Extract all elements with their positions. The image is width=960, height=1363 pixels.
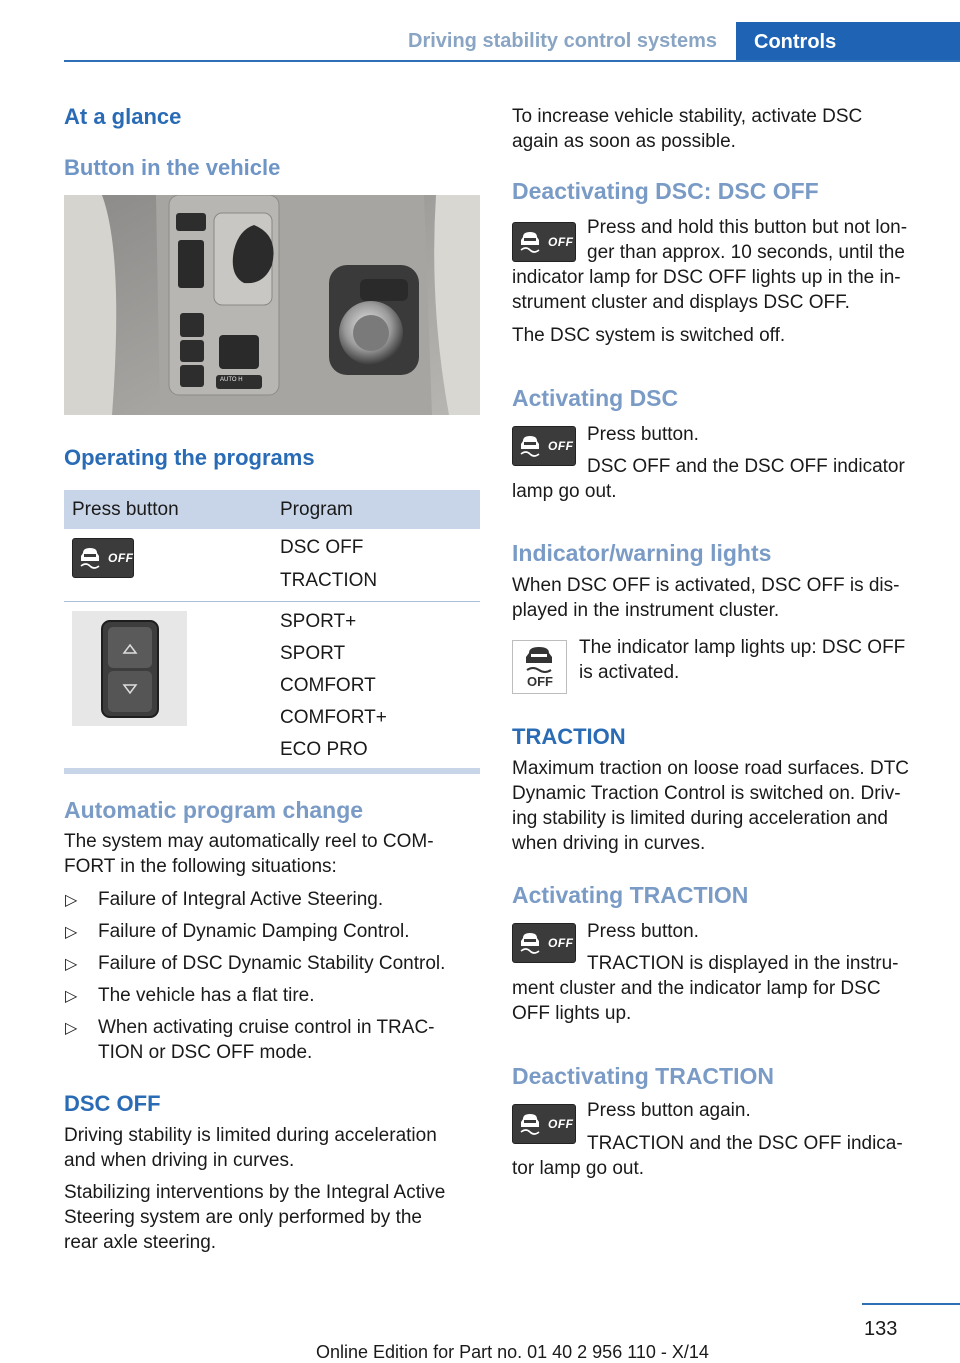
traction-text-3: ing stability is limited during acceleration and <box>512 808 888 829</box>
heading-deactivating-dsc: Deactivating DSC: DSC OFF <box>512 178 819 204</box>
traction-text-2: Dynamic Traction Control is switched on. Driv- <box>512 783 901 804</box>
header-rule <box>64 60 960 62</box>
table-row-divider <box>64 601 480 602</box>
dsc-off-label: OFF <box>548 439 574 453</box>
bullet-marker: ▷ <box>65 892 78 909</box>
deactivate-traction-press: Press button again. <box>587 1100 751 1121</box>
auto-change-text-1: The system may automatically reel to COM- <box>64 831 434 852</box>
indicator-text-2: played in the instrument cluster. <box>512 600 780 621</box>
lamp-text-2: is activated. <box>579 662 680 683</box>
dsc-off-label: OFF <box>548 936 574 950</box>
activate-traction-press: Press button. <box>587 921 699 942</box>
program-comfort-plus: COMFORT+ <box>280 707 387 728</box>
program-comfort: COMFORT <box>280 675 376 696</box>
increase-stability-1: To increase vehicle stability, activate DSC <box>512 106 863 127</box>
dsc-off-label: OFF <box>108 551 134 565</box>
indicator-text-1: When DSC OFF is activated, DSC OFF is dis- <box>512 575 900 596</box>
bullet-item-1: Failure of Integral Active Steering. <box>98 889 384 910</box>
program-traction: TRACTION <box>280 570 378 591</box>
table-col-press-button: Press button <box>72 499 179 520</box>
deactivate-text-3: indicator lamp for DSC OFF lights up in the in- <box>512 267 901 288</box>
console-photo <box>64 195 480 415</box>
dsc-off-label: OFF <box>548 235 574 249</box>
program-eco-pro: ECO PRO <box>280 739 368 760</box>
activate-text-1: DSC OFF and the DSC OFF indicator <box>587 456 905 477</box>
dsc-off-indicator-lamp-icon <box>512 640 567 694</box>
lamp-off-label: OFF <box>527 674 553 689</box>
deactivate-traction-text-1: TRACTION and the DSC OFF indica- <box>587 1133 903 1154</box>
dsc-off-text-1a: Driving stability is limited during acceleration <box>64 1125 437 1146</box>
heading-dsc-off: DSC OFF <box>64 1091 161 1116</box>
activate-traction-text-2: ment cluster and the indicator lamp for DSC <box>512 978 881 999</box>
bullet-item-5-line1: When activating cruise control in TRAC- <box>98 1017 435 1038</box>
bullet-item-4: The vehicle has a flat tire. <box>98 985 315 1006</box>
deactivate-text-2: ger than approx. 10 seconds, until the <box>587 242 905 263</box>
dsc-off-text-2b: Steering system are only performed by the <box>64 1207 423 1228</box>
activate-traction-text-3: OFF lights up. <box>512 1003 632 1024</box>
deactivate-text-1: Press and hold this button but not lon- <box>587 217 908 238</box>
deactivate-text-4: strument cluster and displays DSC OFF. <box>512 292 850 313</box>
running-header-section: Driving stability control systems <box>408 30 717 52</box>
heading-indicator-warning-lights: Indicator/warning lights <box>512 540 772 566</box>
dsc-off-button-icon <box>72 538 134 578</box>
rocker-switch-drawing <box>72 611 187 726</box>
dsc-off-text-2c: rear axle steering. <box>64 1232 217 1253</box>
program-sport-plus: SPORT+ <box>280 611 357 632</box>
dsc-off-button-icon <box>512 426 576 466</box>
dsc-off-button-icon <box>512 222 576 262</box>
auto-change-text-2: FORT in the following situations: <box>64 856 337 877</box>
footer-rule <box>862 1303 960 1305</box>
car-skid-icon <box>518 433 542 459</box>
traction-text-4: when driving in curves. <box>512 833 706 854</box>
program-sport: SPORT <box>280 643 346 664</box>
bullet-marker: ▷ <box>65 1020 78 1037</box>
heading-button-in-vehicle: Button in the vehicle <box>64 155 281 180</box>
auto-h-label: AUTO H <box>220 377 243 383</box>
bullet-item-2: Failure of Dynamic Damping Control. <box>98 921 410 942</box>
dsc-off-label: OFF <box>548 1117 574 1131</box>
bullet-item-3: Failure of DSC Dynamic Stability Control. <box>98 953 446 974</box>
running-header-tab: Controls <box>736 22 960 62</box>
table-col-program: Program <box>280 499 353 520</box>
deactivate-traction-text-2: tor lamp go out. <box>512 1158 645 1179</box>
dsc-off-text-2a: Stabilizing interventions by the Integral Active <box>64 1182 446 1203</box>
dsc-off-text-1b: and when driving in curves. <box>64 1150 295 1171</box>
heading-operating-programs: Operating the programs <box>64 445 315 470</box>
dsc-switched-off-text: The DSC system is switched off. <box>512 325 786 346</box>
car-skid-icon <box>78 545 102 571</box>
dsc-off-button-icon <box>512 923 576 963</box>
console-photo-drawing <box>64 195 480 415</box>
bullet-marker: ▷ <box>65 988 78 1005</box>
page-number: 133 <box>864 1318 898 1340</box>
car-skid-icon <box>518 229 542 255</box>
heading-activating-dsc: Activating DSC <box>512 385 679 411</box>
mode-rocker-switch <box>72 611 187 726</box>
heading-activating-traction: Activating TRACTION <box>512 882 749 908</box>
dsc-off-button-icon <box>512 1104 576 1144</box>
activate-traction-text-1: TRACTION is displayed in the instru- <box>587 953 899 974</box>
car-skid-icon <box>518 930 542 956</box>
heading-traction: TRACTION <box>512 724 626 749</box>
program-dsc-off: DSC OFF <box>280 537 364 558</box>
car-skid-icon <box>518 1111 542 1137</box>
bullet-marker: ▷ <box>65 924 78 941</box>
lamp-text-1: The indicator lamp lights up: DSC OFF <box>579 637 906 658</box>
bullet-item-5-line2: TION or DSC OFF mode. <box>98 1042 313 1063</box>
heading-at-a-glance: At a glance <box>64 104 182 129</box>
table-bottom-rule <box>64 768 480 774</box>
heading-deactivating-traction: Deactivating TRACTION <box>512 1063 774 1089</box>
heading-automatic-program-change: Automatic program change <box>64 797 364 823</box>
increase-stability-2: again as soon as possible. <box>512 131 736 152</box>
table-header <box>64 490 480 529</box>
traction-text-1: Maximum traction on loose road surfaces. DTC <box>512 758 910 779</box>
activate-press-button: Press button. <box>587 424 699 445</box>
bullet-marker: ▷ <box>65 956 78 973</box>
footer-edition: Online Edition for Part no. 01 40 2 956 110 - X/14 <box>316 1342 709 1362</box>
activate-text-2: lamp go out. <box>512 481 617 502</box>
